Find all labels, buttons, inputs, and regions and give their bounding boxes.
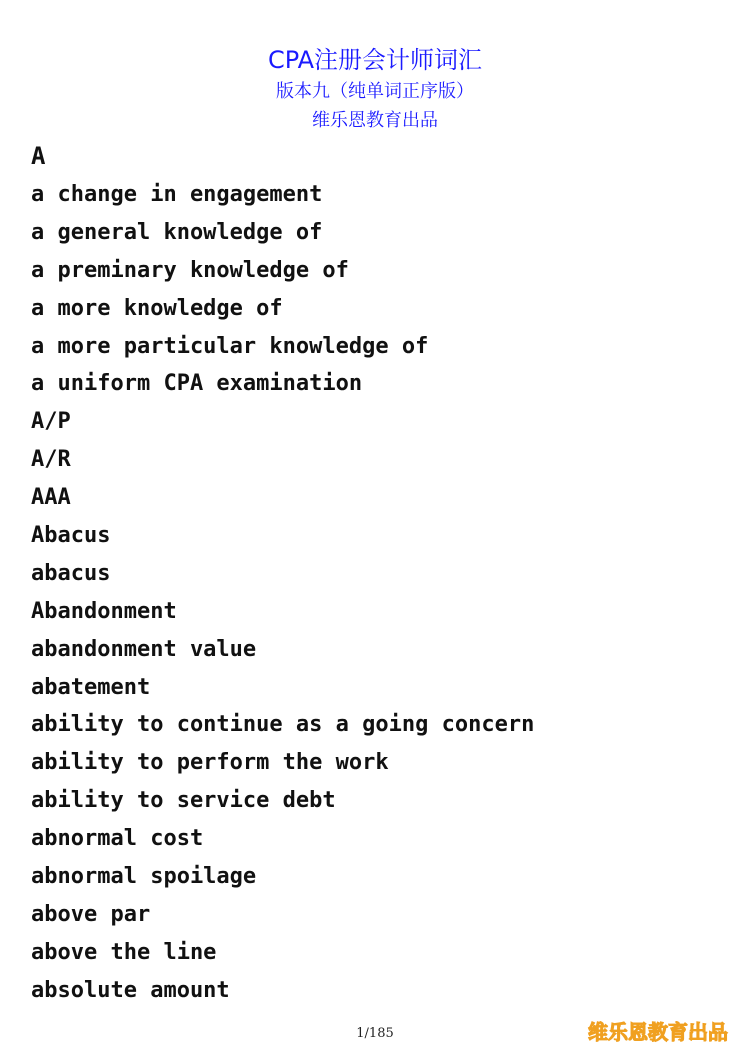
vocabulary-term: a preminary knowledge of [31,257,349,283]
vocabulary-term: above the line [31,939,217,965]
publisher-watermark: 维乐恩教育出品 [588,1020,728,1044]
vocabulary-term-list [31,176,534,1010]
vocabulary-term: abacus [31,560,111,586]
page-number: 1/185 [356,1026,394,1041]
vocabulary-term: a uniform CPA examination [31,371,363,397]
vocabulary-term: abatement [31,674,151,700]
vocabulary-term: Abacus [31,523,111,549]
vocabulary-term: abandonment value [31,636,257,662]
section-letter-heading: A [31,142,46,170]
vocabulary-term: A/P [31,409,71,435]
vocabulary-term: absolute amount [31,977,230,1003]
vocabulary-term: a more particular knowledge of [31,333,429,359]
vocabulary-term: ability to perform the work [31,750,389,776]
publisher-line: 维乐恩教育出品 [312,110,438,131]
vocabulary-term: abnormal cost [31,826,204,852]
vocabulary-term: Abandonment [31,598,177,624]
vocabulary-term: a more knowledge of [31,295,283,321]
vocabulary-term: a change in engagement [31,182,323,207]
document-subtitle: 版本九（纯单词正序版） [276,81,474,102]
vocabulary-term: above par [31,901,151,927]
vocabulary-term: A/R [31,447,71,473]
vocabulary-term: ability to service debt [31,788,336,814]
vocabulary-term: AAA [31,485,71,511]
vocabulary-term: abnormal spoilage [31,864,257,890]
document-title: CPA注册会计师词汇 [267,46,483,74]
vocabulary-term: a general knowledge of [31,219,323,245]
vocabulary-term: ability to continue as a going concern [31,712,535,738]
